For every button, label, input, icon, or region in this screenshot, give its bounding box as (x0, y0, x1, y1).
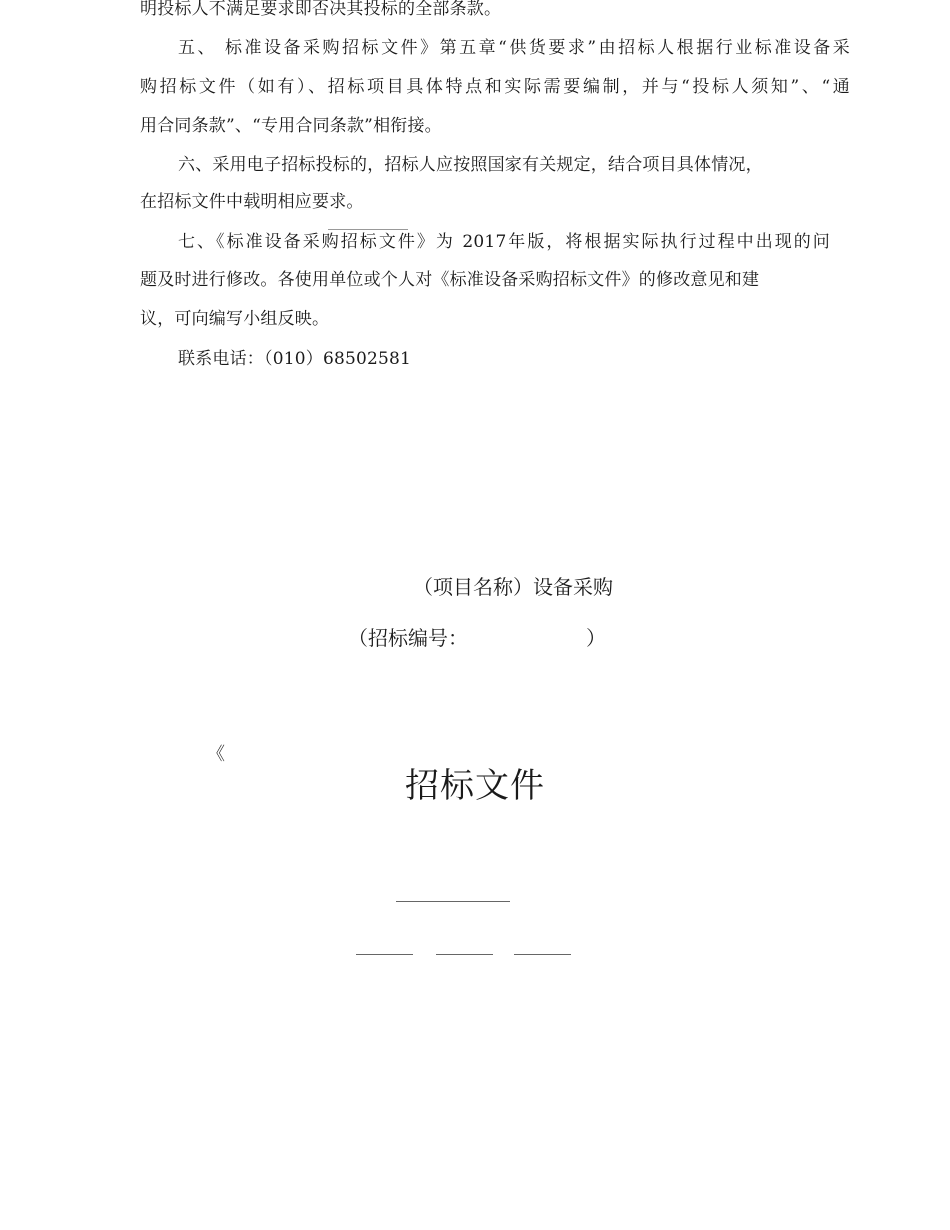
signature-rule (396, 901, 510, 902)
bid-number-close: ） (586, 626, 606, 650)
bid-number-label: （招标编号： (348, 626, 468, 650)
paragraph-line: 明投标人不满足要求即否决其投标的全部条款。 (140, 0, 502, 19)
paragraph-line: 七、《标准设备采购招标文件》为 2017年版，将根据实际执行过程中出现的问 (178, 232, 830, 252)
project-name: （项目名称）设备采购 (413, 575, 613, 599)
date-rule-month (436, 954, 493, 955)
paragraph-line: 题及时进行修改。各使用单位或个人对《标准设备采购招标文件》的修改意见和建 (140, 270, 760, 290)
paragraph-line: 用合同条款”、“专用合同条款”相衔接。 (140, 116, 442, 136)
quote-mark: 《 (207, 744, 225, 765)
document-title: 招标文件 (405, 766, 545, 806)
paragraph-line: 议，可向编写小组反映。 (140, 309, 330, 329)
paragraph-line: 五、 标准设备采购招标文件》第五章“供货要求”由招标人根据行业标准设备采 (178, 38, 850, 58)
date-rule-day (514, 954, 571, 955)
decorative-rule (328, 229, 408, 230)
paragraph-line: 购招标文件（如有）、招标项目具体特点和实际需要编制，并与“投标人须知”、“通 (140, 77, 850, 97)
paragraph-line: 六、采用电子招标投标的，招标人应按照国家有关规定，结合项目具体情况， (178, 155, 763, 175)
date-rule-year (356, 954, 413, 955)
paragraph-line: 在招标文件中载明相应要求。 (140, 192, 364, 212)
contact-phone: 联系电话：（010）68502581 (178, 349, 412, 369)
